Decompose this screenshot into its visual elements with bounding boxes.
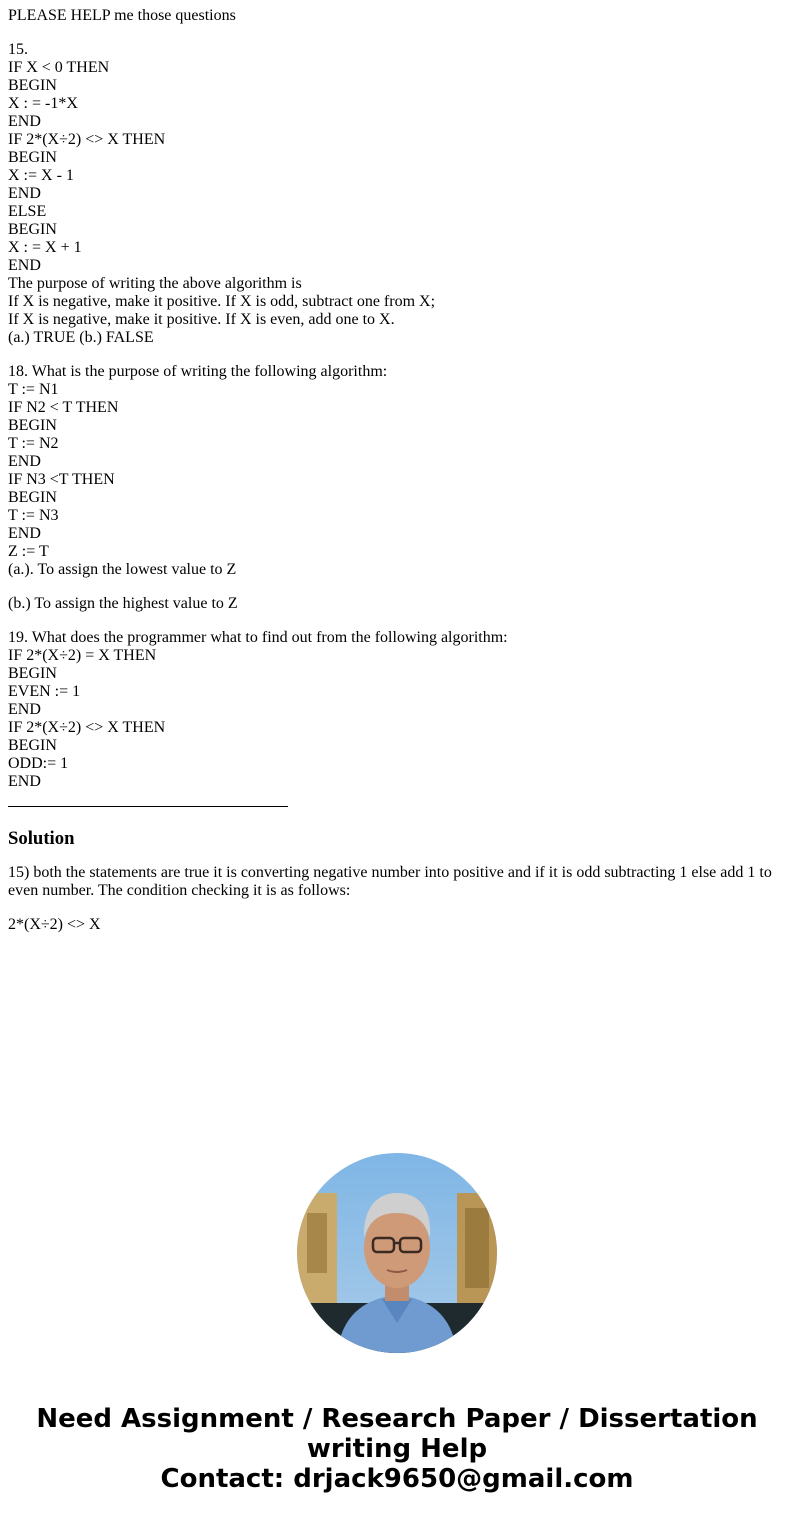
solution-heading: Solution [8,828,75,849]
q15-line: IF X < 0 THEN [8,59,110,76]
footer-line: Need Assignment / Research Paper / Dissertation [36,1404,758,1434]
q19-line: ODD:= 1 [8,755,69,772]
q18-option-b: (b.) To assign the highest value to Z [8,595,238,612]
q15-line: X : = -1*X [8,95,78,112]
q18-line: T := N1 [8,381,59,398]
q15-line: If X is negative, make it positive. If X is even, add one to X. [8,311,395,328]
q18-line: END [8,453,41,470]
q18-line: T := N2 [8,435,59,452]
question-19 [8,629,786,791]
q18-line: IF N2 < T THEN [8,399,119,416]
q18-line: BEGIN [8,489,57,506]
q19-line: END [8,701,41,718]
q19-line: EVEN := 1 [8,683,81,700]
q15-line: The purpose of writing the above algorithm is [8,275,302,292]
q15-line: BEGIN [8,77,57,94]
q18-line: END [8,525,41,542]
question-intro: PLEASE HELP me those questions [8,7,236,24]
q15-line: If X is negative, make it positive. If X is odd, subtract one from X; [8,293,436,310]
q19-line: IF 2*(X÷2) = X THEN [8,647,157,664]
q19-line: IF 2*(X÷2) <> X THEN [8,719,166,736]
q19-line: 19. What does the programmer what to find out from the following algorithm: [8,629,508,646]
document-body [8,7,786,934]
question-15 [8,41,786,347]
q15-line: ELSE [8,203,47,220]
q15-line: X : = X + 1 [8,239,82,256]
q15-line: X := X - 1 [8,167,74,184]
q18-line: IF N3 <T THEN [8,471,115,488]
q18-line: (a.). To assign the lowest value to Z [8,561,237,578]
portrait-image [297,1153,497,1353]
q15-line: END [8,257,41,274]
footer-contact: Contact: drjack9650@gmail.com [160,1464,634,1494]
q15-line: BEGIN [8,149,57,166]
solution-condition: 2*(X÷2) <> X [8,916,101,933]
q19-line: BEGIN [8,737,57,754]
q19-line: BEGIN [8,665,57,682]
horizontal-rule [8,806,288,807]
q15-line: BEGIN [8,221,57,238]
q15-line: IF 2*(X÷2) <> X THEN [8,131,166,148]
question-18 [8,363,786,579]
q18-line: 18. What is the purpose of writing the following algorithm: [8,363,388,380]
solution-text: 15) both the statements are true it is converting negative number into positive and if it is odd subtracting 1 else add 1 to even number. The condition checking it is as follows: [8,864,772,899]
q18-line: BEGIN [8,417,57,434]
q15-line: 15. [8,41,28,58]
q15-line: END [8,113,41,130]
q18-line: T := N3 [8,507,59,524]
footer-line: writing Help [306,1434,488,1464]
promo-footer [0,1404,794,1494]
q18-line: Z := T [8,543,49,560]
q15-line: END [8,185,41,202]
q19-line: END [8,773,41,790]
q15-line: (a.) TRUE (b.) FALSE [8,329,154,346]
author-photo [297,1153,497,1353]
